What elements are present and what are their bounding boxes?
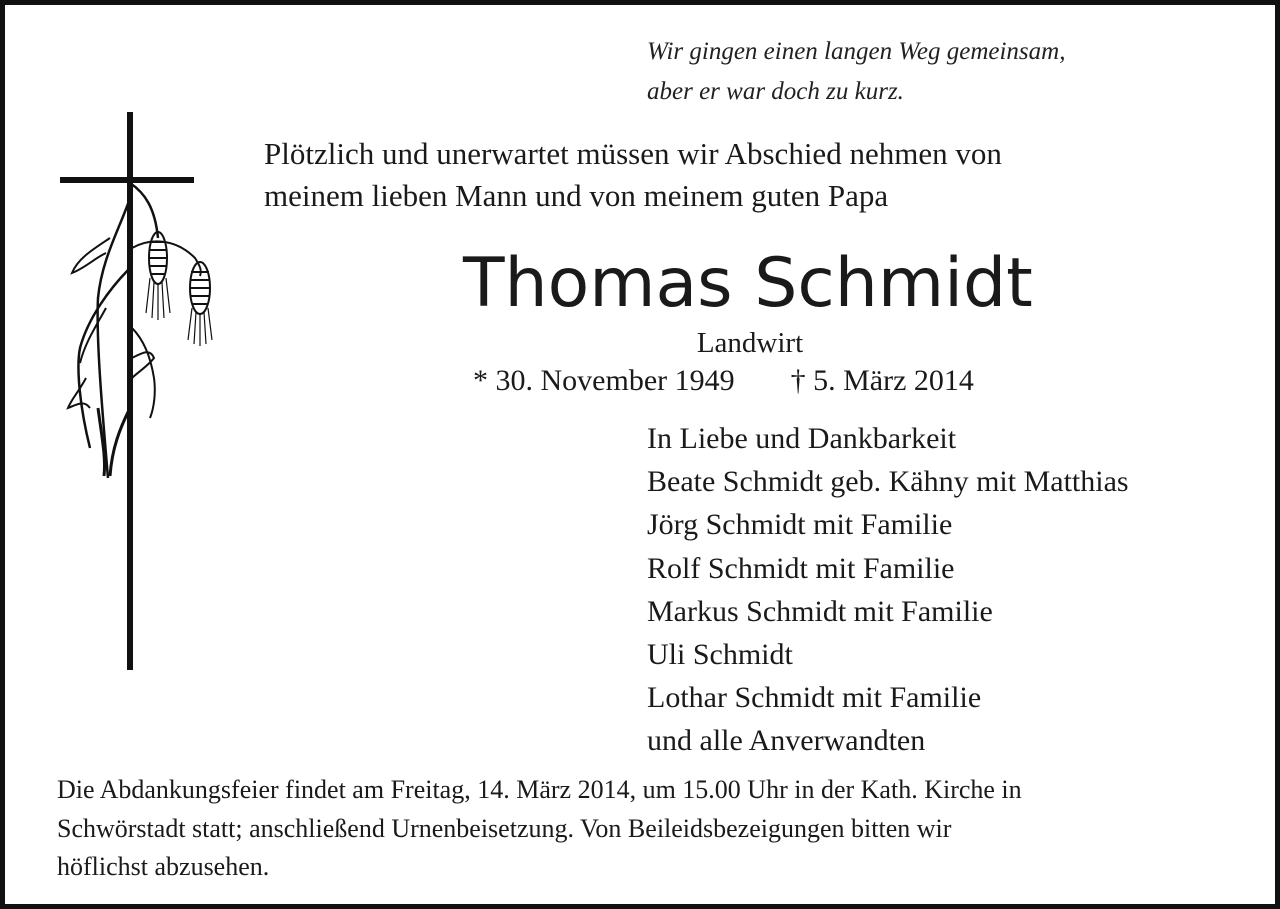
- motto-line-1: Wir gingen einen langen Weg gemeinsam,: [647, 38, 1066, 65]
- motto-line-2: aber er war doch zu kurz.: [647, 78, 904, 105]
- cross-with-wheat-ears-icon: [50, 108, 230, 673]
- motto: [647, 32, 1065, 112]
- mourners-line: Markus Schmidt mit Familie: [647, 594, 993, 628]
- death-date: † 5. März 2014: [790, 364, 974, 397]
- intro-text: [264, 133, 1002, 217]
- intro-line-1: Plötzlich und unerwartet müssen wir Abschied nehmen von: [264, 136, 1002, 171]
- mourners-line: Beate Schmidt geb. Kähny mit Matthias: [647, 465, 1129, 499]
- mourners-line: In Liebe und Dankbarkeit: [647, 422, 957, 455]
- deceased-name: Thomas Schmidt: [463, 244, 1033, 323]
- mourners-line: Jörg Schmidt mit Familie: [647, 508, 953, 542]
- mourners-line: Lothar Schmidt mit Familie: [647, 681, 982, 715]
- funeral-notice-line-1: Die Abdankungsfeier findet am Freitag, 14. März 2014, um 15.00 Uhr in der Kath. Kirche in: [57, 775, 1022, 804]
- mourners-list: [647, 417, 1129, 763]
- birth-date: * 30. November 1949: [473, 364, 735, 397]
- mourners-line: Uli Schmidt: [647, 638, 793, 672]
- intro-line-2: meinem lieben Mann und von meinem guten Papa: [264, 178, 889, 213]
- funeral-notice-line-3: höflichst abzusehen.: [57, 852, 270, 881]
- deceased-profession: Landwirt: [696, 327, 804, 359]
- funeral-notice-line-2: Schwörstadt statt; anschließend Urnenbeisetzung. Von Beileidsbezeigungen bitten wir: [57, 813, 952, 843]
- funeral-notice: [57, 771, 1247, 887]
- life-dates: [473, 361, 974, 401]
- mourners-line: Rolf Schmidt mit Familie: [647, 551, 955, 585]
- mourners-line: und alle Anverwandten: [647, 724, 926, 758]
